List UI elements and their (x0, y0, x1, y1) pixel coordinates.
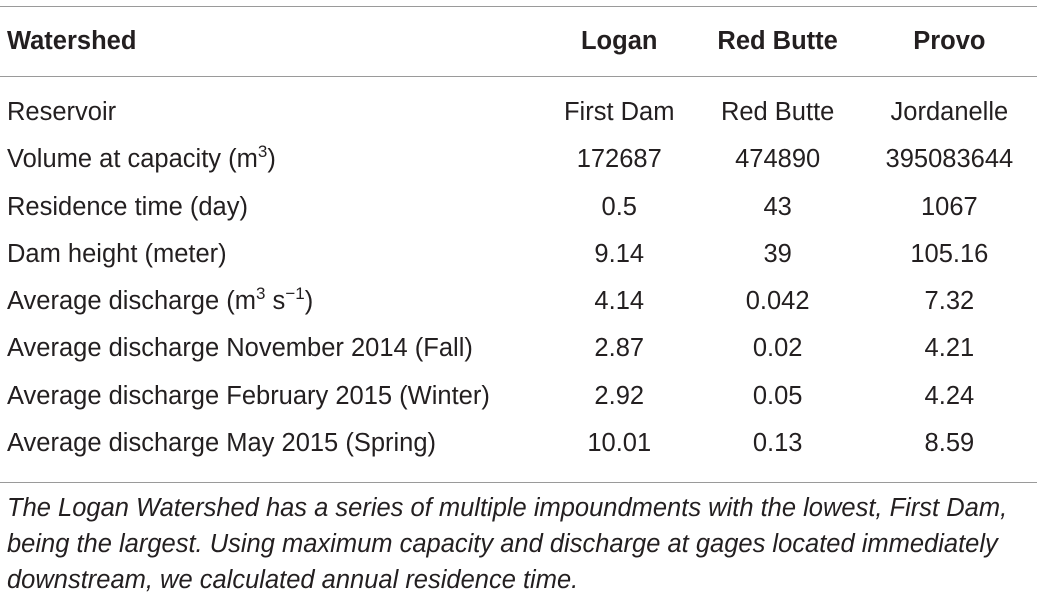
row-label-discharge-spring: Average discharge May 2015 (Spring) (7, 429, 437, 458)
table-body (0, 76, 1037, 467)
header-provo: Provo (913, 27, 986, 55)
table-row (0, 278, 1037, 325)
cell-provo: 4.24 (924, 381, 975, 410)
watershed-table (0, 7, 1037, 467)
label-superscript: 3 (256, 284, 266, 304)
cell-red-butte: 0.13 (752, 429, 803, 458)
table-bottom-rule (0, 482, 1037, 483)
cell-logan: 172687 (576, 145, 662, 174)
table-row (0, 231, 1037, 278)
cell-logan: 10.01 (587, 429, 652, 458)
table-row (0, 373, 1037, 420)
cell-logan: 2.92 (594, 381, 645, 410)
row-label-discharge-fall: Average discharge November 2014 (Fall) (7, 334, 473, 363)
row-label-average-discharge (0, 278, 545, 325)
label-text: Average discharge (m (7, 287, 256, 316)
cell-logan: 4.14 (594, 287, 645, 316)
cell-provo: 1067 (921, 192, 978, 221)
cell-provo: 105.16 (910, 239, 989, 268)
cell-provo: 395083644 (885, 145, 1014, 174)
table-header (0, 7, 1037, 76)
cell-provo: 7.32 (924, 287, 975, 316)
label-text-end: ) (304, 287, 314, 316)
table-row (0, 325, 1037, 372)
table-row (0, 420, 1037, 467)
label-text-end: ) (267, 145, 276, 174)
cell-red-butte: 0.042 (745, 287, 810, 316)
label-superscript-2: −1 (285, 284, 305, 304)
cell-red-butte: 0.05 (752, 381, 803, 410)
table-row (0, 136, 1037, 183)
cell-provo: Jordanelle (890, 98, 1009, 126)
cell-logan: First Dam (563, 98, 675, 126)
label-text: Volume at capacity (m (7, 145, 258, 174)
row-label-volume (0, 136, 545, 183)
cell-red-butte: 39 (763, 239, 792, 268)
label-superscript: 3 (257, 142, 268, 162)
row-label-discharge-winter: Average discharge February 2015 (Winter) (7, 381, 490, 410)
header-row (0, 7, 1037, 76)
header-watershed: Watershed (7, 27, 137, 55)
row-label-residence-time: Residence time (day) (7, 192, 248, 221)
label-text-mid: s (265, 287, 286, 316)
cell-provo: 8.59 (924, 429, 975, 458)
cell-provo: 4.21 (924, 334, 975, 363)
table-footnote: The Logan Watershed has a series of multiple impoundments with the lowest, First Dam, being the largest. Using maximum capacity and discharge at gages located immediately downstream, we calculated annual residence time. (7, 494, 1008, 594)
row-label-dam-height: Dam height (meter) (7, 239, 227, 268)
cell-red-butte: 43 (763, 192, 792, 221)
cell-logan: 9.14 (594, 239, 645, 268)
header-logan: Logan (580, 27, 658, 55)
row-label-reservoir: Reservoir (7, 98, 117, 126)
cell-red-butte: 474890 (735, 145, 821, 174)
table-row (0, 76, 1037, 136)
table-row (0, 184, 1037, 231)
cell-red-butte: 0.02 (752, 334, 803, 363)
cell-red-butte: Red Butte (720, 98, 835, 126)
header-red-butte: Red Butte (717, 27, 838, 55)
cell-logan: 0.5 (601, 192, 637, 221)
cell-logan: 2.87 (594, 334, 645, 363)
